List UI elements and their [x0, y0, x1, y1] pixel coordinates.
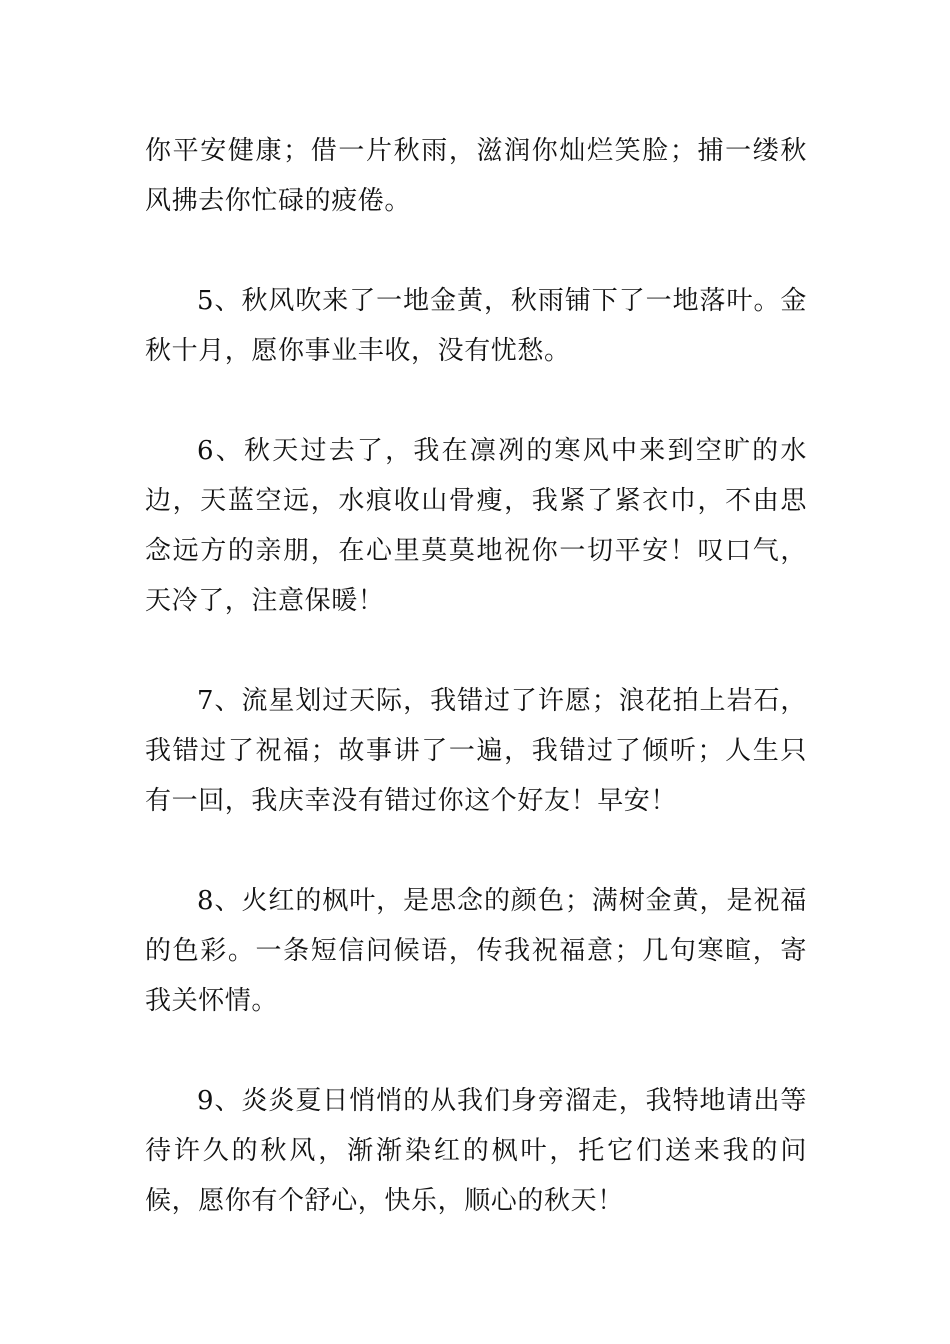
paragraph-9: 9、炎炎夏日悄悄的从我们身旁溜走，我特地请出等待许久的秋风，渐渐染红的枫叶，托它们送来我的问候，愿你有个舒心，快乐，顺心的秋天！: [145, 1086, 807, 1216]
paragraph-continuation: 你平安健康；借一片秋雨，滋润你灿烂笑脸；捕一缕秋风拂去你忙碌的疲倦。: [145, 136, 807, 216]
paragraph-5: 5、秋风吹来了一地金黄，秋雨铺下了一地落叶。金秋十月，愿你事业丰收，没有忧愁。: [145, 286, 807, 366]
paragraph-8: 8、火红的枫叶，是思念的颜色；满树金黄，是祝福的色彩。一条短信问候语，传我祝福意；几句寒暄，寄我关怀情。: [145, 886, 807, 1016]
paragraph-6: 6、秋天过去了，我在凛冽的寒风中来到空旷的水边，天蓝空远，水痕收山骨瘦，我紧了紧衣巾，不由思念远方的亲朋，在心里莫莫地祝你一切平安！叹口气，天冷了，注意保暖！: [145, 436, 807, 616]
paragraph-7: 7、流星划过天际，我错过了许愿；浪花拍上岩石，我错过了祝福；故事讲了一遍，我错过了倾听；人生只有一回，我庆幸没有错过你这个好友！早安！: [145, 686, 807, 816]
document-body: [145, 126, 807, 1226]
